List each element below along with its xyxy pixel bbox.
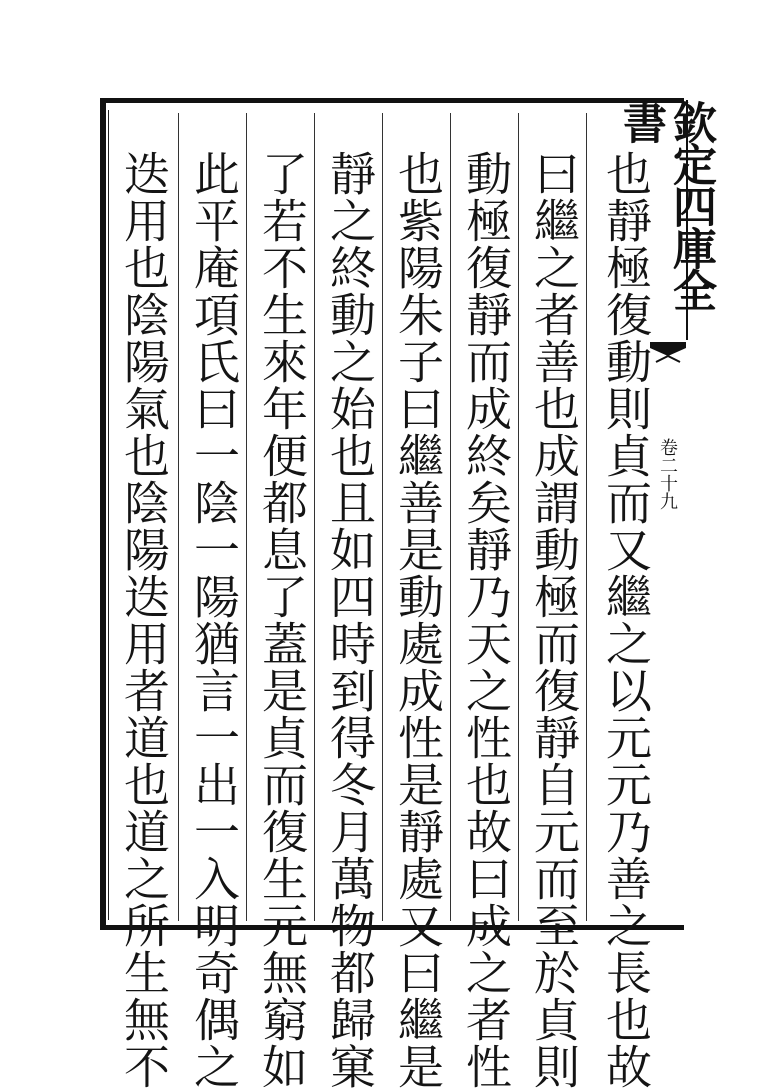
column-rule-4 bbox=[382, 113, 383, 921]
text-column-5 bbox=[318, 150, 382, 1090]
margin-right-rule bbox=[686, 100, 688, 340]
column-rule-2 bbox=[518, 113, 519, 921]
text-column-4 bbox=[386, 150, 450, 1090]
column-rule-3 bbox=[450, 113, 451, 921]
column-text: 迭用也陰陽氣也陰陽迭用者道也道之所生無不 bbox=[117, 150, 171, 1090]
text-column-2 bbox=[522, 150, 586, 1090]
column-text: 曰繼之者善也成謂動極而復靜自元而至於貞則 bbox=[527, 150, 581, 1090]
column-text: 靜之終動之始也且如四時到得冬月萬物都歸窠 bbox=[323, 150, 377, 1090]
column-rule-7 bbox=[178, 113, 179, 921]
book-title: 欽定四庫全書 bbox=[615, 100, 716, 310]
text-column-7 bbox=[182, 150, 246, 1090]
column-text: 也靜極復動則貞而又繼之以元元乃善之長也故 bbox=[599, 150, 653, 1090]
text-column-3 bbox=[454, 150, 518, 1090]
column-text: 也紫陽朱子曰繼善是動處成性是靜處又曰繼是 bbox=[391, 150, 445, 1090]
column-text: 了若不生來年便都息了蓋是貞而復生元無窮如 bbox=[255, 150, 309, 1090]
column-rule-1 bbox=[586, 113, 587, 921]
column-rule-5 bbox=[314, 113, 315, 921]
column-rule-6 bbox=[246, 113, 247, 921]
text-column-6 bbox=[250, 150, 314, 1090]
frame-inner-line bbox=[108, 110, 109, 920]
text-column-8 bbox=[112, 150, 176, 1090]
column-text: 此平庵項氏曰一陰一陽猶言一出一入明奇偶之 bbox=[187, 150, 241, 1090]
volume-text: 卷二十九 bbox=[657, 438, 678, 510]
text-column-1 bbox=[594, 150, 658, 1090]
column-text: 動極復靜而成終矣靜乃天之性也故曰成之者性 bbox=[459, 150, 513, 1090]
